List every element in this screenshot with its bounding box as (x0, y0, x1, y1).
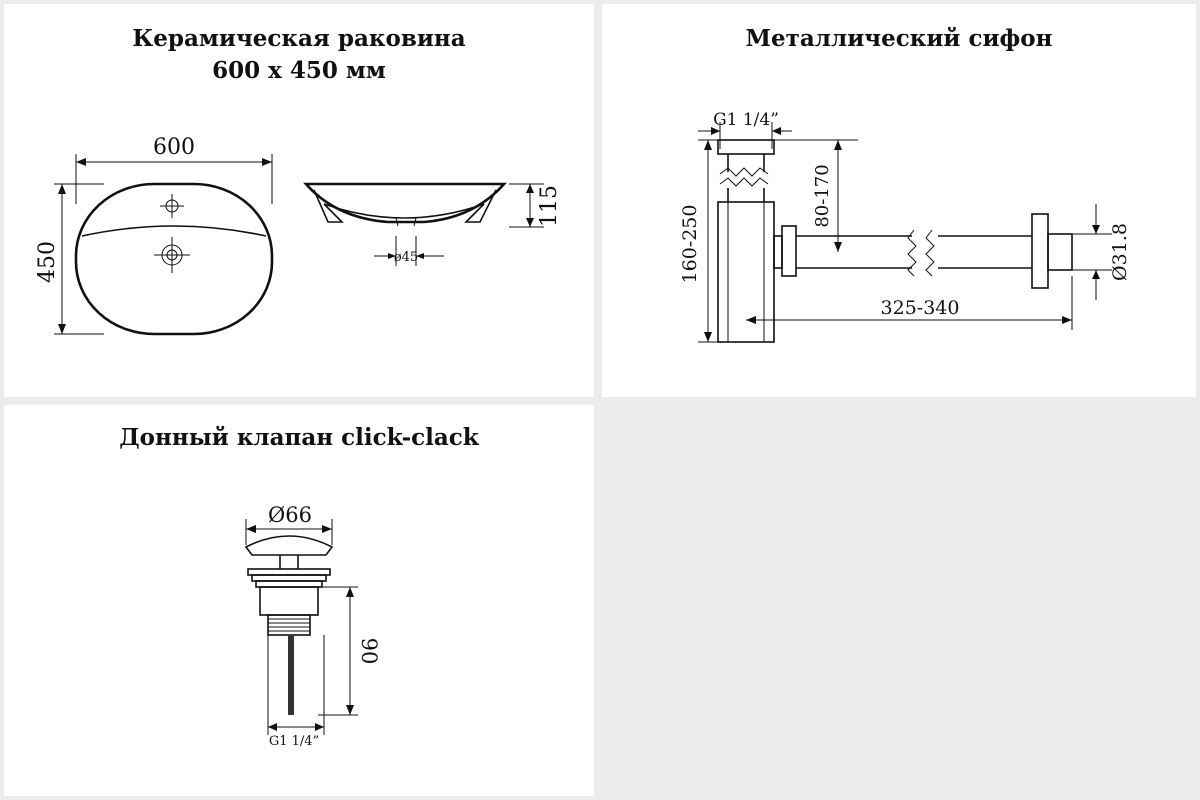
empty-panel (602, 405, 1196, 796)
valve-cap-label: Ø66 (268, 503, 312, 527)
siphon-wall-flange (1032, 214, 1048, 288)
valve-thread-dimension (268, 635, 324, 735)
drain-hole-icon (154, 237, 190, 273)
valve-thread (268, 615, 310, 635)
siphon-upper-label: 80-170 (812, 164, 833, 228)
basin-inner-edge (82, 226, 266, 236)
total-dimension (698, 140, 718, 342)
valve-panel (4, 405, 594, 796)
siphon-total-label: 160-250 (679, 204, 701, 284)
valve-cap (246, 536, 332, 555)
siphon-horizontal-pipe (796, 230, 1032, 276)
siphon-outlet-nut (782, 226, 796, 276)
valve-thread-label: G1 1/4” (268, 734, 320, 749)
siphon-length-label: 325-340 (880, 297, 960, 319)
valve-height-label: 90 (357, 637, 381, 665)
siphon-body (718, 202, 774, 342)
basin-inner-profile (314, 190, 496, 222)
siphon-panel (602, 4, 1196, 397)
pipe-dimension (1072, 204, 1112, 300)
siphon-title: Металлический сифон (745, 25, 1053, 52)
siphon-thread-label: G1 1/4” (713, 110, 779, 130)
valve-drawing (4, 405, 594, 796)
basin-height-label: 115 (537, 185, 562, 227)
width-dimension (76, 154, 272, 204)
basin-title-line2: 600 х 450 мм (212, 57, 386, 84)
siphon-pipe-label: Ø31.8 (1109, 223, 1131, 281)
siphon-drawing (602, 4, 1196, 397)
siphon-outlet-collar (774, 236, 782, 268)
basin-drain-label: ø45 (393, 250, 419, 265)
basin-depth-label: 450 (35, 241, 60, 283)
valve-body (260, 587, 318, 615)
valve-flange (248, 569, 330, 575)
siphon-top-nut (718, 140, 774, 154)
basin-drawing (4, 4, 594, 397)
siphon-wall-tube (1048, 234, 1072, 270)
basin-panel (4, 4, 594, 397)
siphon-upper-tube (720, 154, 768, 202)
basin-width-label: 600 (153, 135, 195, 160)
faucet-hole-icon (160, 194, 184, 218)
valve-stem (288, 635, 294, 715)
valve-title: Донный клапан click-clack (119, 424, 479, 451)
basin-title-line1: Керамическая раковина (132, 25, 466, 52)
